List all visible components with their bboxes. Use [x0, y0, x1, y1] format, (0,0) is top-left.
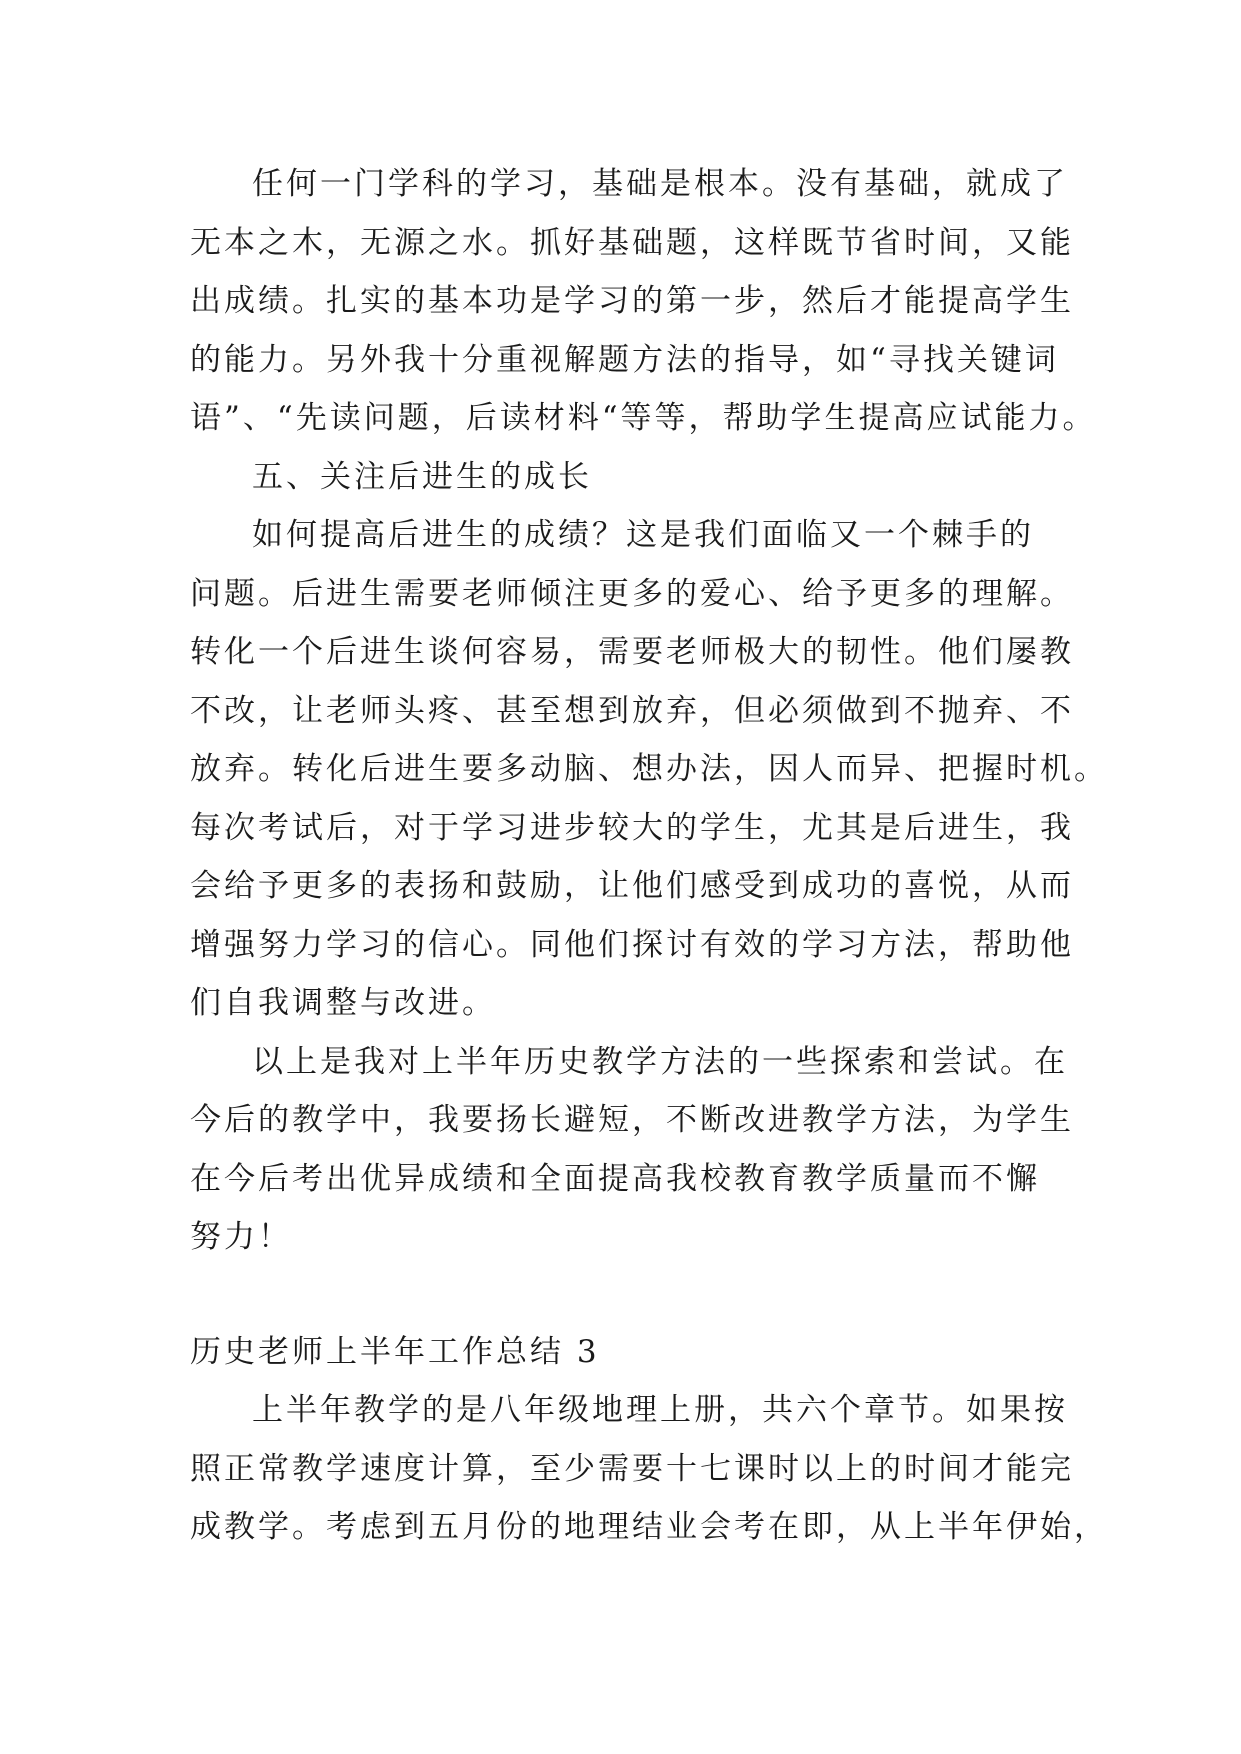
paragraph-line: 无本之木，无源之水。抓好基础题，这样既节省时间，又能 [190, 225, 1074, 261]
paragraph-line: 成教学。考虑到五月份的地理结业会考在即，从上半年伊始， [190, 1509, 1108, 1545]
paragraph-line: 任何一门学科的学习，基础是根本。没有基础，就成了 [252, 166, 1068, 202]
document-title: 历史老师上半年工作总结 3 [190, 1334, 600, 1370]
paragraph-line: 不改，让老师头疼、甚至想到放弃，但必须做到不抛弃、不 [190, 693, 1074, 729]
paragraph-line: 努力！ [190, 1219, 292, 1255]
paragraph-line: 如何提高后进生的成绩？这是我们面临又一个棘手的 [252, 517, 1034, 553]
paragraph-line: 放弃。转化后进生要多动脑、想办法，因人而异、把握时机。 [190, 751, 1108, 787]
paragraph-line: 语”、“先读问题，后读材料“等等，帮助学生提高应试能力。 [190, 400, 1097, 436]
paragraph-line: 会给予更多的表扬和鼓励，让他们感受到成功的喜悦，从而 [190, 868, 1074, 904]
paragraph-line: 今后的教学中，我要扬长避短，不断改进教学方法，为学生 [190, 1102, 1074, 1138]
paragraph-line: 上半年教学的是八年级地理上册，共六个章节。如果按 [252, 1392, 1068, 1428]
paragraph-line: 增强努力学习的信心。同他们探讨有效的学习方法，帮助他 [190, 927, 1074, 963]
paragraph-line: 的能力。另外我十分重视解题方法的指导，如“寻找关键词 [190, 342, 1059, 378]
paragraph-line: 以上是我对上半年历史教学方法的一些探索和尝试。在 [252, 1044, 1068, 1080]
paragraph-line: 照正常教学速度计算，至少需要十七课时以上的时间才能完 [190, 1451, 1074, 1487]
paragraph-line: 问题。后进生需要老师倾注更多的爱心、给予更多的理解。 [190, 576, 1074, 612]
paragraph-line: 们自我调整与改进。 [190, 985, 496, 1021]
section-heading: 五、关注后进生的成长 [252, 459, 592, 495]
paragraph-line: 在今后考出优异成绩和全面提高我校教育教学质量而不懈 [190, 1161, 1040, 1197]
paragraph-line: 出成绩。扎实的基本功是学习的第一步，然后才能提高学生 [190, 283, 1074, 319]
paragraph-line: 每次考试后，对于学习进步较大的学生，尤其是后进生，我 [190, 810, 1074, 846]
paragraph-line: 转化一个后进生谈何容易，需要老师极大的韧性。他们屡教 [190, 634, 1074, 670]
